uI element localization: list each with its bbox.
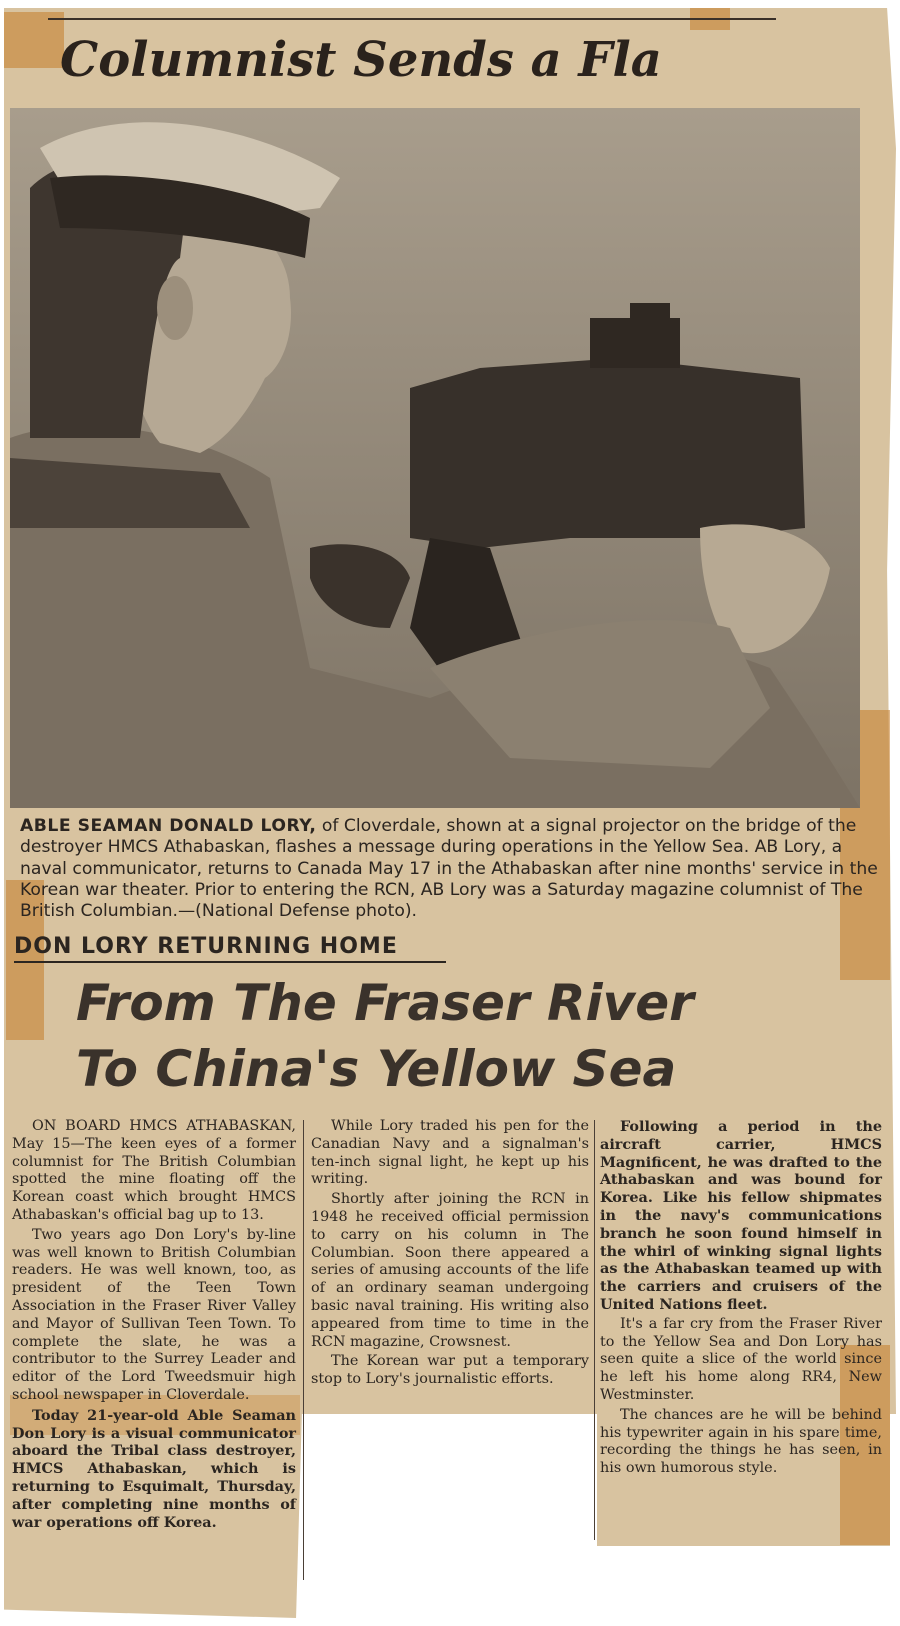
paragraph: Shortly after joining the RCN in 1948 he received official permission to carry on his column in The Columbian. Soon there appeared a series of amusing accounts of the life of an ordinary seaman undergoing basic naval training. His writing also appeared from time to time in the RCN magazine, Crowsnest. <box>311 1191 589 1350</box>
paragraph: Today 21-year-old Able Seaman Don Lory is a visual communicator aboard the Tribal class destroyer, HMCS Athabaskan, which is returning to Esquimalt, Thursday, after completing nine months of war operations off Korea. <box>12 1406 296 1531</box>
main-headline <box>76 970 776 1102</box>
photo-caption <box>20 816 890 922</box>
column-rule-2 <box>594 1120 595 1540</box>
section-kicker: DON LORY RETURNING HOME <box>14 934 446 963</box>
paragraph: Following a period in the aircraft carrier, HMCS Magnificent, he was drafted to the Athabaskan and was bound for Korea. Like his fellow shipmates in the navy's communications branch he soon found himself in the whirl of winking signal lights as the Athabaskan teamed up with the carriers and cruisers of the United Nations fleet. <box>600 1118 882 1313</box>
article-column-3 <box>600 1118 882 1480</box>
top-headline-text: Columnist Sends a Fla <box>60 32 662 88</box>
photo-illustration <box>10 108 860 808</box>
sailor-signal-projector-photo <box>10 108 860 808</box>
article-column-2 <box>311 1118 589 1391</box>
caption-lead: ABLE SEAMAN DONALD LORY, <box>20 816 317 836</box>
headline-line-1: From The Fraser River <box>76 974 694 1032</box>
paragraph: The chances are he will be behind his typewriter again in his spare time, recording the things he has seen, in his own humorous style. <box>600 1406 882 1477</box>
article-column-1 <box>12 1118 296 1533</box>
top-headline-fragment <box>48 18 776 93</box>
headline-line-2: To China's Yellow Sea <box>76 1040 677 1098</box>
paragraph: While Lory traded his pen for the Canadian Navy and a signalman's ten-inch signal light, he kept up his writing. <box>311 1118 589 1188</box>
paragraph: Two years ago Don Lory's by-line was well known to British Columbian readers. He was well known, too, as president of the Teen Town Association in the Fraser River Valley and Mayor of Sullivan Teen Town. To complete the slate, he was a contributor to the Surrey Leader and editor of the Lord Tweedsmuir high school newspaper in Cloverdale. <box>12 1226 296 1403</box>
paragraph: It's a far cry from the Fraser River to the Yellow Sea and Don Lory has seen quite a slice of the world since he left his home along RR4, New Westminster. <box>600 1315 882 1403</box>
column-rule-1 <box>303 1120 304 1580</box>
paragraph: ON BOARD HMCS ATHABASKAN, May 15—The keen eyes of a former columnist for The British Columbian spotted the mine floating off the Korean coast which brought HMCS Athabaskan's official bag up to 13. <box>12 1118 296 1223</box>
paragraph: The Korean war put a temporary stop to Lory's journalistic efforts. <box>311 1353 589 1388</box>
caption-body: of Cloverdale, shown at a signal projector on the bridge of the destroyer HMCS Athabaskan, flashes a message during operations in the Yellow Sea. AB Lory, a naval communicator, returns to Canada May 17 in the Athabaskan after nine months' service in the Korean war theater. Prior to entering the RCN, AB Lory was a Saturday magazine columnist of The British Columbian.—(National Defense photo). <box>20 816 878 922</box>
